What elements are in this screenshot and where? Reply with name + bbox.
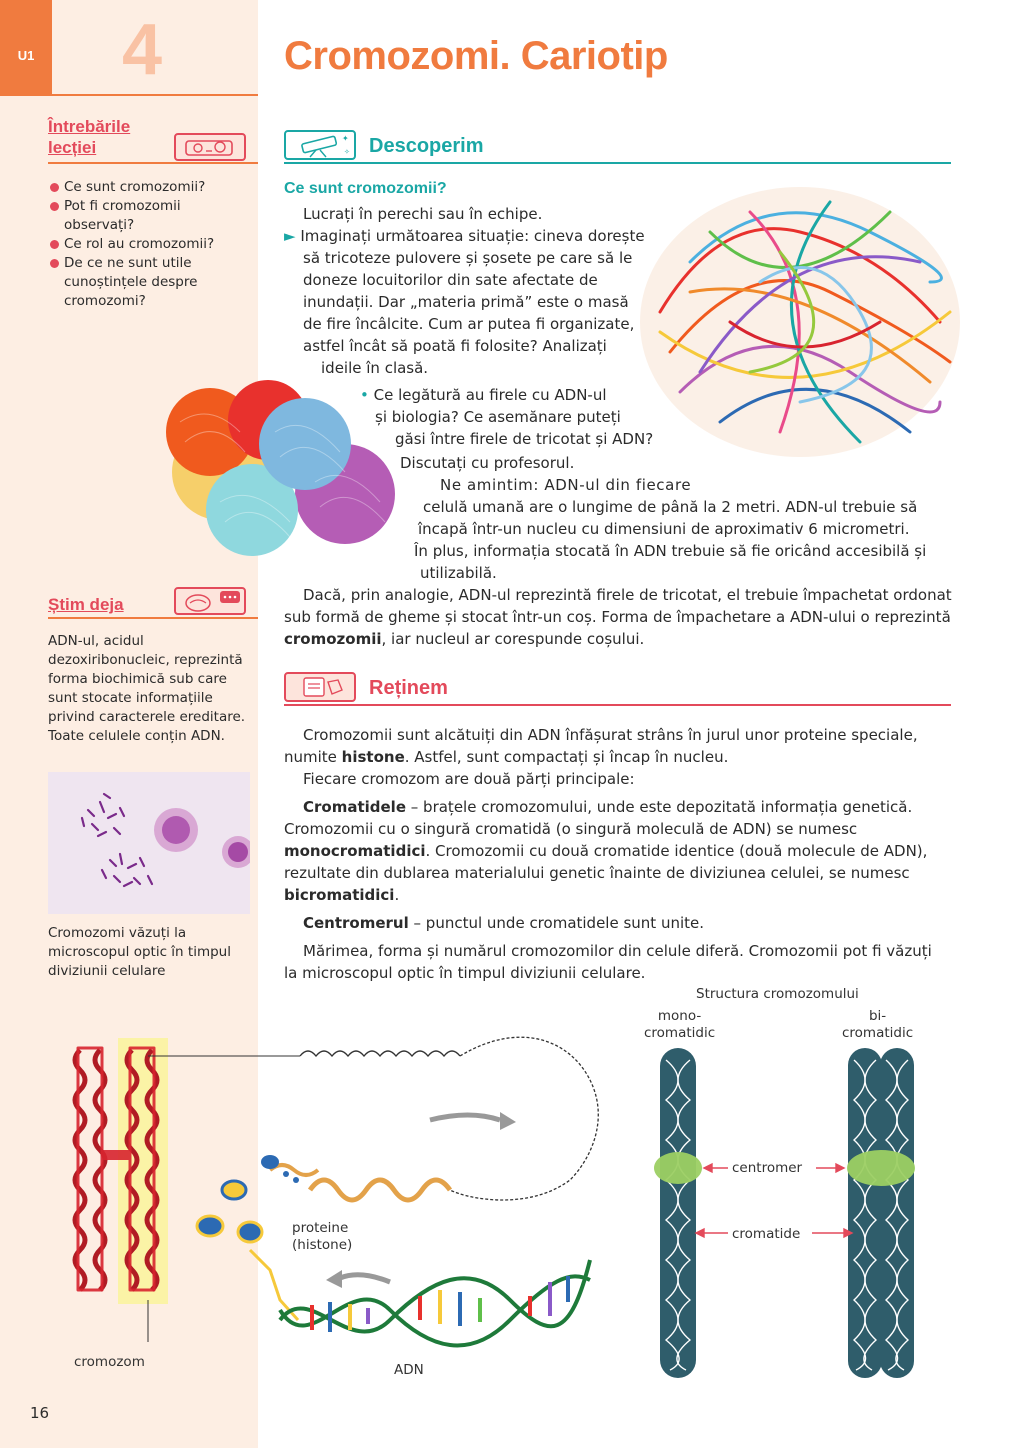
discover-line: Ne amintim: ADN-ul din fiecare bbox=[440, 476, 692, 494]
discover-line: de fire încâlcite. Cum ar putea fi organizate, bbox=[303, 315, 635, 333]
discover-line: doneze locuitorilor din sate afectate de bbox=[303, 271, 598, 289]
question-item: Ce sunt cromozomii? bbox=[50, 178, 250, 197]
retain-p3: rezultate din dublarea materialului genetic înainte de diviziunea celulei, se numesc bbox=[284, 864, 910, 882]
retain-p1: numite histone. Astfel, sunt compactați și încap în nucleu. bbox=[284, 748, 729, 766]
discover-line: inundații. Dar „materia primă” este o masă bbox=[303, 293, 629, 311]
notes-icon bbox=[284, 672, 356, 702]
retain-p1: Cromozomii sunt alcătuiți din ADN înfășurat strâns în jurul unor proteine speciale, bbox=[303, 726, 918, 744]
brain-chat-icon bbox=[174, 587, 246, 615]
question-item: Ce rol au cromozomii? bbox=[50, 235, 250, 254]
bichromatid-chromosome bbox=[847, 1048, 915, 1378]
discover-line: Discutați cu profesorul. bbox=[400, 454, 575, 472]
retain-p5: Mărimea, forma și numărul cromozomilor din celule diferă. Cromozomii pot fi văzuți bbox=[303, 942, 932, 960]
dna-helix bbox=[280, 1260, 590, 1345]
page-title: Cromozomi. Cariotip bbox=[284, 34, 668, 78]
microscope-caption: Cromozomi văzuți la microscopul optic în timpul diviziunii celulare bbox=[48, 925, 231, 979]
histone-beads bbox=[197, 1155, 299, 1242]
microscope-image bbox=[48, 772, 250, 914]
discover-line: • Ce legătură au firele cu ADN-ul bbox=[360, 386, 607, 404]
known-text: ADN-ul, acidul dezoxiribonucleic, reprezintă forma biochimică sub care sunt stocate informațiile privind caracterele ereditare. Toate celulele conțin ADN. bbox=[48, 633, 246, 744]
label-bichromatid: bi- cromatidic bbox=[842, 1008, 914, 1041]
questions-list bbox=[50, 178, 250, 311]
question-item: De ce ne sunt utile cunoștințele despre cromozomi? bbox=[50, 254, 250, 311]
retain-p4: Centromerul – punctul unde cromatidele sunt unite. bbox=[303, 914, 705, 932]
discover-line: Dacă, prin analogie, ADN-ul reprezintă firele de tricotat, el trebuie împachetat ordonat bbox=[303, 586, 952, 604]
retain-p3: Cromatidele – brațele cromozomului, unde este depozitată informația genetică. bbox=[303, 798, 913, 816]
retain-p2: Fiecare cromozom are două părți principale: bbox=[303, 770, 635, 788]
questions-title: Întrebările lecției bbox=[48, 117, 131, 157]
retain-p3: bicromatidici. bbox=[284, 886, 400, 904]
page-number: 16 bbox=[30, 1404, 50, 1422]
discover-header bbox=[284, 130, 951, 164]
chromosome-structure-diagram bbox=[640, 1040, 940, 1390]
telescope-icon bbox=[284, 130, 356, 160]
discover-line: ideile în clasă. bbox=[321, 359, 429, 377]
retain-p3: Cromozomii cu o singură cromatidă (o singură moleculă de ADN) se numesc bbox=[284, 820, 858, 838]
retain-heading: Reținem bbox=[369, 677, 448, 699]
monochromatid-chromosome bbox=[654, 1048, 702, 1378]
yarn-balls-image bbox=[140, 372, 400, 572]
label-chromosome: cromozom bbox=[74, 1354, 145, 1370]
known-title: Știm deja bbox=[48, 595, 124, 614]
svg-text:✦: ✦ bbox=[342, 134, 349, 143]
label-proteins: proteine (histone) bbox=[292, 1220, 353, 1253]
discover-line: și biologia? Ce asemănare puteți bbox=[375, 408, 621, 426]
label-chromatids: cromatide bbox=[732, 1226, 801, 1242]
discover-line: cromozomii, iar nucleul ar corespunde coșului. bbox=[284, 630, 645, 648]
thinking-icon bbox=[174, 133, 246, 161]
dna-packing-diagram bbox=[50, 1020, 640, 1390]
lesson-number: 4 bbox=[122, 10, 163, 90]
discover-subheading: Ce sunt cromozomii? bbox=[284, 180, 447, 197]
discover-line: utilizabilă. bbox=[420, 564, 497, 582]
discover-line: sub formă de gheme și stocat într-un coș. Forma de împachetare a ADN-ului o reprezintă bbox=[284, 608, 951, 626]
discover-line: În plus, informația stocată în ADN trebuie să fie oricând accesibilă și bbox=[414, 542, 927, 560]
label-dna: ADN bbox=[394, 1362, 424, 1378]
known-divider bbox=[48, 617, 258, 619]
tangled-yarn-image bbox=[630, 172, 970, 472]
header-divider bbox=[48, 94, 258, 96]
questions-divider bbox=[48, 162, 258, 164]
discover-line: ► Imaginați următoarea situație: cineva dorește bbox=[284, 227, 645, 245]
retain-header bbox=[284, 672, 951, 706]
unit-tab: U1 bbox=[0, 0, 52, 96]
label-monochromatid: mono- cromatidic bbox=[644, 1008, 716, 1041]
svg-text:✧: ✧ bbox=[344, 148, 350, 156]
discover-heading: Descoperim bbox=[369, 135, 484, 157]
discover-line: celulă umană are o lungime de până la 2 metri. ADN-ul trebuie să bbox=[423, 498, 918, 516]
retain-p5: la microscopul optic în timpul diviziunii celulare. bbox=[284, 964, 646, 982]
discover-line: Lucrați în perechi sau în echipe. bbox=[303, 205, 543, 223]
discover-line: să tricoteze pulovere și șosete pe care să le bbox=[303, 249, 633, 267]
label-centromere: centromer bbox=[732, 1160, 803, 1176]
question-item: Pot fi cromozomii observați? bbox=[50, 197, 250, 235]
discover-line: încapă într-un nucleu cu dimensiuni de aproximativ 6 micrometri. bbox=[418, 520, 910, 538]
retain-p3: monocromatidici. Cromozomii cu două cromatide identice (două molecule de ADN), bbox=[284, 842, 928, 860]
discover-line: găsi între firele de tricotat și ADN? bbox=[395, 430, 654, 448]
discover-line: astfel încât să poată fi folosite? Analizați bbox=[303, 337, 607, 355]
structure-title: Structura cromozomului bbox=[696, 986, 859, 1002]
